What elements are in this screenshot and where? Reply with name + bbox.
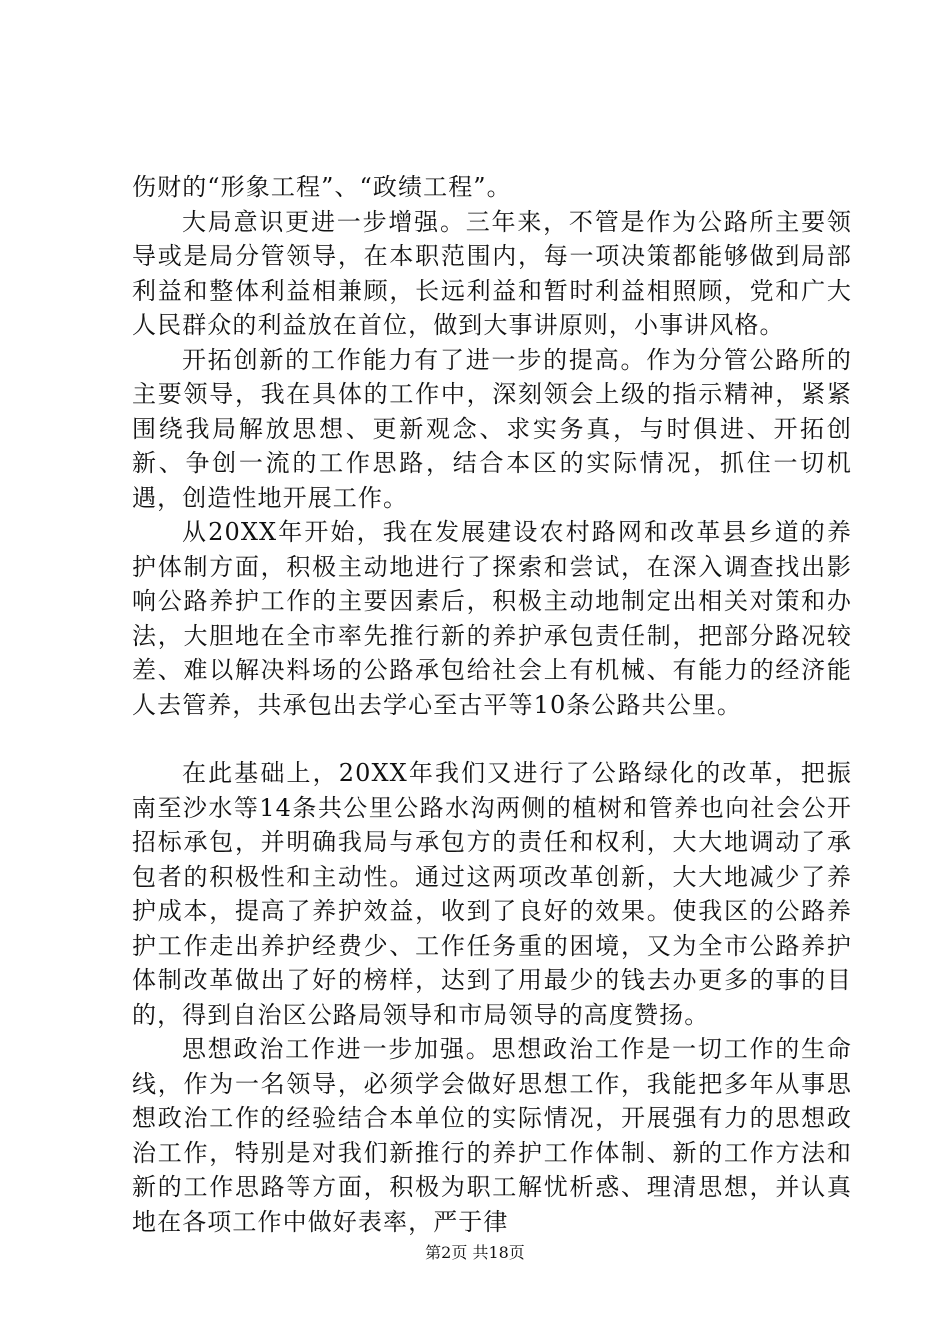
paragraph-greening-reform: 在此基础上，20XX年我们又进行了公路绿化的改革，把振南至沙水等14条共公里公路水沟两侧的植树和管养也向社会公开招标承包，并明确我局与承包方的责任和权利，大大地调动了承包者的积极性和主动性。通过这两项改革创新，大大地减少了养护成本，提高了养护效益，收到了良好的效果。使我区的公路养护工作走出养护经费少、工作任务重的困境，又为全市公路养护体制改革做出了好的榜样，达到了用最少的钱去办更多的事的目的，得到自治区公路局领导和市局领导的高度赞扬。 <box>132 759 852 1029</box>
paragraph-innovation-ability: 开拓创新的工作能力有了进一步的提高。作为分管公路所的主要领导，我在具体的工作中，深刻领会上级的指示精神，紧紧围绕我局解放思想、更新观念、求实务真，与时俱进、开拓创新、争创一流的工作思路，结合本区的实际情况，抓住一切机遇，创造性地开展工作。 <box>132 345 852 512</box>
paragraph-political-work: 思想政治工作进一步加强。思想政治工作是一切工作的生命线，作为一名领导，必须学会做好思想工作，我能把多年从事思想政治工作的经验结合本单位的实际情况，开展强有力的思想政治工作，特别是对我们新推行的养护工作体制、新的工作方法和新的工作思路等方面，积极为职工解忧析惑、理清思想，并认真地在各项工作中做好表率，严于律 <box>132 1035 852 1236</box>
page-number-footer: 第2页 共18页 <box>425 1243 525 1262</box>
paragraph-maintenance-reform: 从20XX年开始，我在发展建设农村路网和改革县乡道的养护体制方面，积极主动地进行了探索和尝试，在深入调查找出影响公路养护工作的主要因素后，积极主动地制定出相关对策和办法，大胆地在全市率先推行新的养护承包责任制，把部分路况较差、难以解决料场的公路承包给社会上有机械、有能力的经济能人去管养，共承包出去学心至古平等10条公路共公里。 <box>132 518 852 719</box>
document-body <box>132 170 852 1239</box>
paragraph-overall-awareness: 大局意识更进一步增强。三年来，不管是作为公路所主要领导或是局分管领导，在本职范围内，每一项决策都能够做到局部利益和整体利益相兼顾，长远利益和暂时利益相照顾，党和广大人民群众的利益放在首位，做到大事讲原则，小事讲风格。 <box>132 207 852 339</box>
paragraph-continuation: 伤财的“形象工程”、“政绩工程”。 <box>132 173 512 201</box>
